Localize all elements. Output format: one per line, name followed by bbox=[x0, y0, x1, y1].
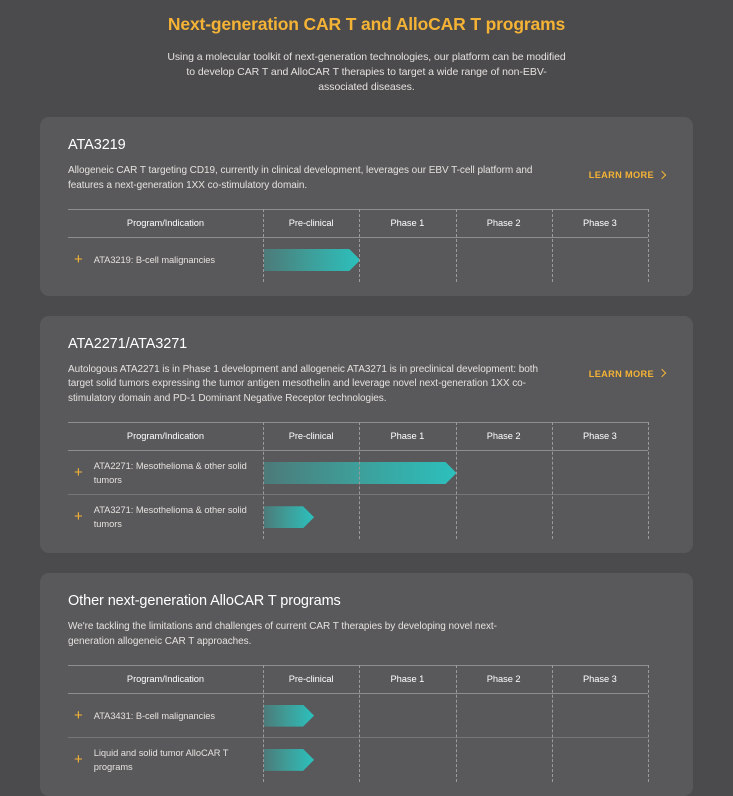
progress-bar bbox=[264, 705, 314, 727]
column-header-program: Program/Indication bbox=[68, 423, 263, 451]
program-label: ATA2271: Mesothelioma & other solid tumors bbox=[93, 460, 247, 485]
card-header bbox=[68, 334, 661, 407]
table-row[interactable] bbox=[68, 238, 648, 282]
progress-bar bbox=[264, 506, 314, 528]
page-title: Next-generation CAR T and AlloCAR T programs bbox=[167, 14, 566, 34]
progress-bar bbox=[264, 749, 314, 771]
progress-bar bbox=[264, 249, 360, 271]
column-header-phase: Phase 2 bbox=[456, 666, 552, 694]
column-header-phase: Phase 1 bbox=[359, 666, 455, 694]
program-cell bbox=[68, 495, 263, 539]
program-cards-list bbox=[0, 117, 733, 796]
phase-cell bbox=[359, 738, 455, 782]
pipeline-table bbox=[68, 665, 648, 782]
program-cell bbox=[68, 238, 263, 282]
pipeline-table-wrapper bbox=[68, 422, 661, 539]
phase-cell bbox=[456, 451, 552, 495]
pipeline-table bbox=[68, 209, 648, 282]
card-description: Allogeneic CAR T targeting CD19, currently in clinical development, leverages our EBV T-cell platform and features a next-generation 1XX co-stimulatory domain. bbox=[68, 165, 533, 191]
program-label: ATA3271: Mesothelioma & other solid tumors bbox=[93, 505, 247, 530]
phase-cell bbox=[263, 238, 359, 282]
phase-cell bbox=[552, 738, 648, 782]
pipeline-table-wrapper bbox=[68, 665, 661, 782]
column-header-program: Program/Indication bbox=[68, 210, 263, 238]
program-card bbox=[40, 316, 693, 553]
phase-cell bbox=[263, 451, 359, 495]
card-bottom-spacer bbox=[68, 282, 661, 296]
phase-cell bbox=[456, 495, 552, 539]
plus-icon[interactable]: + bbox=[74, 750, 83, 768]
learn-more-label: LEARN MORE bbox=[588, 170, 654, 180]
card-bottom-spacer bbox=[68, 539, 661, 553]
column-header-phase: Phase 3 bbox=[552, 666, 648, 694]
column-header-phase: Pre-clinical bbox=[263, 210, 359, 238]
phase-cell bbox=[456, 238, 552, 282]
phase-cell bbox=[456, 694, 552, 738]
program-cell bbox=[68, 694, 263, 738]
progress-bar bbox=[264, 462, 457, 484]
chevron-right-icon bbox=[658, 170, 666, 178]
table-row[interactable] bbox=[68, 451, 648, 495]
pipeline-table bbox=[68, 422, 648, 539]
card-title: ATA3219 bbox=[68, 137, 126, 153]
table-header-row bbox=[68, 423, 648, 451]
card-header bbox=[68, 135, 661, 193]
learn-more-link[interactable] bbox=[589, 369, 665, 379]
column-header-phase: Phase 3 bbox=[552, 210, 648, 238]
page-subtitle: Using a molecular toolkit of next-generation technologies, our platform can be modified to develop CAR T and AlloCAR T therapies to target a wide range of non-EBV-associated diseases. bbox=[167, 51, 566, 93]
table-header-row bbox=[68, 666, 648, 694]
phase-cell bbox=[456, 738, 552, 782]
phase-cell bbox=[552, 451, 648, 495]
column-header-phase: Pre-clinical bbox=[263, 423, 359, 451]
pipeline-table-wrapper bbox=[68, 209, 661, 282]
phase-cell bbox=[359, 238, 455, 282]
phase-cell bbox=[263, 694, 359, 738]
card-title: Other next-generation AlloCAR T programs bbox=[68, 592, 341, 609]
plus-icon[interactable]: + bbox=[74, 706, 83, 724]
phase-cell bbox=[359, 694, 455, 738]
column-header-phase: Phase 3 bbox=[552, 423, 648, 451]
phase-cell bbox=[552, 495, 648, 539]
learn-more-label: LEARN MORE bbox=[588, 368, 654, 379]
phase-cell bbox=[552, 694, 648, 738]
card-description: Autologous ATA2271 is in Phase 1 development and allogeneic ATA3271 is in preclinical development: both target solid tumors expressing the tumor antigen mesothelin and leverage novel next-generation 1XX co-stimulatory domain and PD-1 Dominant Negative Receptor technologies. bbox=[68, 363, 538, 404]
column-header-phase: Phase 1 bbox=[359, 210, 455, 238]
table-row[interactable] bbox=[68, 694, 648, 738]
column-header-phase: Phase 2 bbox=[456, 210, 552, 238]
program-label: ATA3431: B-cell malignancies bbox=[93, 710, 216, 721]
column-header-program: Program/Indication bbox=[68, 666, 263, 694]
column-header-phase: Pre-clinical bbox=[263, 666, 359, 694]
column-divider bbox=[648, 422, 649, 539]
column-header-phase: Phase 1 bbox=[359, 423, 455, 451]
card-header bbox=[68, 591, 661, 649]
phase-cell bbox=[552, 238, 648, 282]
page-header bbox=[0, 0, 733, 95]
column-header-phase: Phase 2 bbox=[456, 423, 552, 451]
chevron-right-icon bbox=[658, 369, 666, 377]
table-header-row bbox=[68, 210, 648, 238]
column-divider bbox=[648, 665, 649, 782]
program-card bbox=[40, 117, 693, 296]
program-label: Liquid and solid tumor AlloCAR T programs bbox=[93, 747, 229, 772]
phase-cell bbox=[263, 738, 359, 782]
column-divider bbox=[648, 209, 649, 282]
plus-icon[interactable]: + bbox=[74, 463, 83, 481]
program-cell bbox=[68, 451, 263, 495]
card-bottom-spacer bbox=[68, 782, 661, 796]
plus-icon[interactable]: + bbox=[74, 250, 83, 268]
program-cell bbox=[68, 738, 263, 782]
program-label: ATA3219: B-cell malignancies bbox=[93, 254, 216, 265]
program-card bbox=[40, 573, 693, 796]
card-title: ATA2271/ATA3271 bbox=[68, 335, 188, 352]
learn-more-link[interactable] bbox=[589, 170, 665, 180]
table-row[interactable] bbox=[68, 738, 648, 782]
card-description: We're tackling the limitations and challenges of current CAR T therapies by developing novel next-generation allogeneic CAR T approaches. bbox=[68, 620, 497, 647]
phase-cell bbox=[359, 495, 455, 539]
phase-cell bbox=[263, 495, 359, 539]
table-row[interactable] bbox=[68, 495, 648, 539]
plus-icon[interactable]: + bbox=[74, 508, 83, 526]
